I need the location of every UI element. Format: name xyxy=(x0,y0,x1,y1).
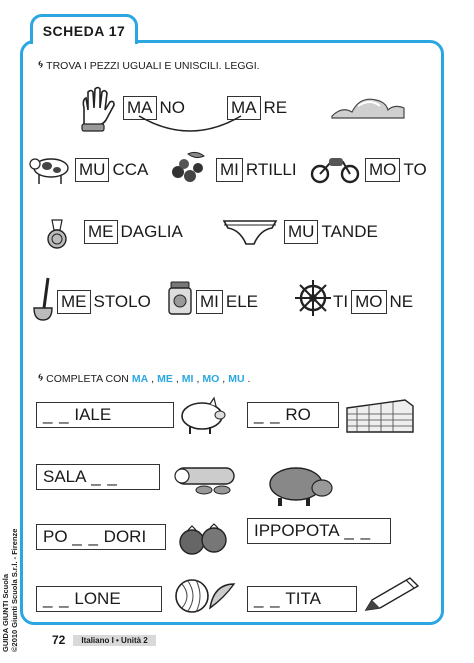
side-credit xyxy=(1,529,19,652)
wave-icon xyxy=(330,92,406,120)
fill-box-iale[interactable] xyxy=(36,402,174,428)
spiral-icon: 🌀︎ xyxy=(38,59,44,71)
word-rest: ELE xyxy=(225,292,259,311)
word-mucca xyxy=(75,158,148,182)
fill-box-tita[interactable] xyxy=(247,586,357,612)
motorbike-icon xyxy=(309,150,361,184)
blank: _ _ xyxy=(43,589,70,608)
book-label: Italiano I • Unità 2 xyxy=(73,635,155,646)
hippo-icon xyxy=(262,462,334,508)
blank: _ _ xyxy=(344,521,372,540)
cow-icon xyxy=(27,152,71,186)
instruction-2: 🌀︎ COMPLETA CON MA , ME , MI , MO , MU . xyxy=(38,372,251,385)
syllable-ma: MA xyxy=(131,372,149,385)
page-number: 72 xyxy=(52,633,66,647)
word-rest: NE xyxy=(389,292,414,311)
sheet-tab xyxy=(30,14,138,44)
word-rest: RE xyxy=(263,98,288,117)
word-rest: TO xyxy=(403,160,427,179)
medal-icon xyxy=(42,218,72,250)
connecting-line xyxy=(135,112,245,136)
fill-after: DORI xyxy=(103,527,147,546)
instruction-1-text: TROVA I PEZZI UGUALI E UNISCILI. LEGGI. xyxy=(46,59,260,72)
sheet-label: SCHEDA 17 xyxy=(42,22,126,39)
word-mirtilli xyxy=(216,158,297,182)
syllable-box: MA xyxy=(227,96,261,120)
instruction-1 xyxy=(38,59,260,72)
syllable-box: ME xyxy=(84,220,118,244)
fill-after: RO xyxy=(285,405,311,424)
word-rest: STOLO xyxy=(93,292,151,311)
instruction-2-text: COMPLETA CON xyxy=(46,372,129,385)
syllable-box: MO xyxy=(365,158,400,182)
word-miele xyxy=(196,290,258,314)
word-mestolo xyxy=(57,290,151,314)
fill-box-lone[interactable] xyxy=(36,586,162,612)
tomatoes-icon xyxy=(176,520,230,556)
wall-icon xyxy=(345,398,415,434)
blueberries-icon xyxy=(166,150,210,184)
word-timone xyxy=(333,290,413,314)
salami-icon xyxy=(172,462,244,496)
syllable-box: MI xyxy=(216,158,243,182)
fill-after: TITA xyxy=(285,589,321,608)
word-rest: DAGLIA xyxy=(120,222,183,241)
syllable-mi: MI xyxy=(181,372,194,385)
word-rest: NO xyxy=(159,98,185,117)
fill-after: LONE xyxy=(74,589,121,608)
word-rest: TANDE xyxy=(321,222,378,241)
spiral-icon: 🌀︎ xyxy=(38,372,44,384)
syllable-box: MU xyxy=(75,158,109,182)
fill-box-ippopota[interactable] xyxy=(247,518,391,544)
syllable-mo: MO xyxy=(202,372,220,385)
hand-icon xyxy=(76,86,120,132)
syllable-box: MI xyxy=(196,290,223,314)
honey-jar-icon xyxy=(166,280,194,316)
footer xyxy=(52,633,156,647)
blank: _ _ xyxy=(72,527,99,546)
syllable-mu: MU xyxy=(228,372,245,385)
word-moto xyxy=(365,158,427,182)
word-mutande xyxy=(284,220,378,244)
word-rest: RTILLI xyxy=(245,160,297,179)
word-before: TI xyxy=(333,292,349,311)
credit-line-1: GUIDA GIUNTI Scuola xyxy=(1,573,10,652)
fill-before: SALA xyxy=(43,467,87,486)
underpants-icon xyxy=(222,218,278,246)
blank: _ _ xyxy=(91,467,118,486)
pig-icon xyxy=(176,396,228,436)
blank: _ _ xyxy=(254,405,281,424)
fill-box-podori[interactable] xyxy=(36,524,166,550)
blank: _ _ xyxy=(254,589,281,608)
melon-icon xyxy=(174,574,238,614)
pencil-icon xyxy=(362,574,422,614)
ship-wheel-icon xyxy=(293,278,333,318)
syllable-box: ME xyxy=(57,290,91,314)
syllable-box: MU xyxy=(284,220,318,244)
syllable-box: MA xyxy=(123,96,157,120)
blank: _ _ xyxy=(43,405,70,424)
syllable-me: ME xyxy=(157,372,173,385)
fill-before: IPPOPOTA xyxy=(254,521,340,540)
fill-after: IALE xyxy=(74,405,112,424)
fill-box-sala[interactable] xyxy=(36,464,160,490)
credit-line-2: ©2010 Giunti Scuola S.r.l. - Firenze xyxy=(10,528,19,652)
syllable-box: MO xyxy=(351,290,386,314)
fill-box-ro[interactable] xyxy=(247,402,339,428)
fill-before: PO xyxy=(43,527,68,546)
word-rest: CCA xyxy=(112,160,149,179)
word-medaglia xyxy=(84,220,183,244)
ladle-icon xyxy=(30,276,56,322)
